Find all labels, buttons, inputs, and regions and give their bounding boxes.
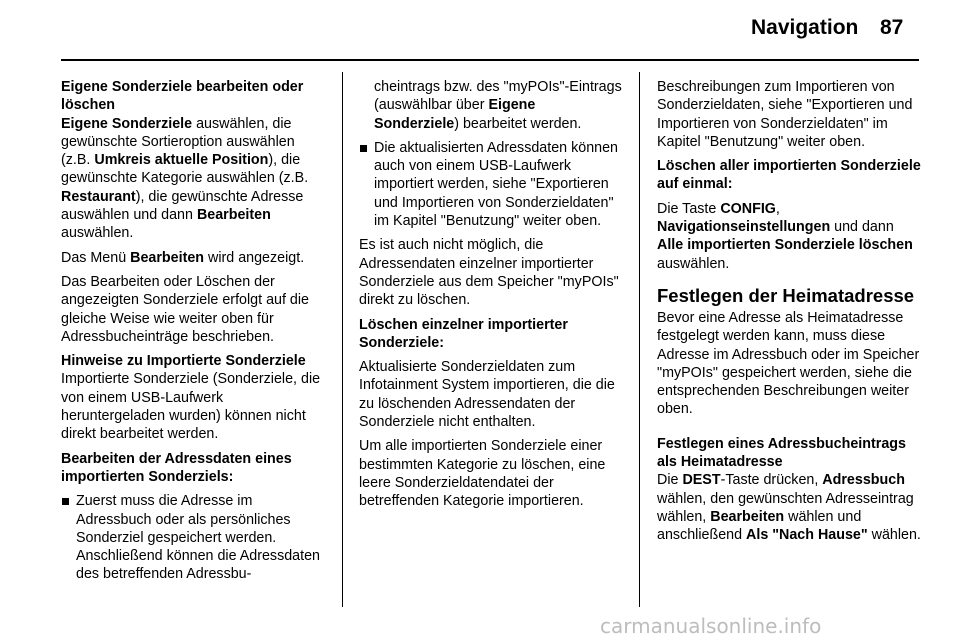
bold-term: Als "Nach Hause"	[746, 527, 868, 544]
subheading-edit-delete-pois: Eigene Sonderziele bearbeiten oder löschen	[61, 79, 304, 114]
subheading-imported-pois-notes: Hinweise zu Importierte Sonderziele	[61, 353, 306, 370]
paragraph-edit-instructions	[61, 115, 327, 243]
text-run: auswählen.	[657, 255, 730, 272]
bold-term: Alle importierten Sonderziele löschen	[657, 237, 913, 254]
bold-term: CONFIG	[720, 200, 776, 217]
column-left	[61, 78, 327, 590]
text-run: -Taste drücken,	[720, 472, 823, 489]
bullet-list	[359, 139, 623, 230]
text-run: ,	[775, 200, 780, 217]
column-right	[657, 78, 923, 551]
subheading-delete-all-imported: Löschen aller importierten Sonderziele auf einmal:	[657, 158, 921, 193]
paragraph-edit-menu	[61, 249, 327, 267]
text-run: Die	[657, 472, 683, 489]
subheading-edit-imported-address: Bearbeiten der Adressdaten eines importierten Sonderziels:	[61, 450, 292, 485]
column-divider	[342, 72, 343, 607]
text-run: Die Taste	[657, 200, 721, 217]
paragraph-edit-delete-info: Das Bearbeiten oder Löschen der angezeigten Sonderziele erfolgt auf die gleiche Weise wie weiter oben für Adressbucheinträge beschrieben.	[61, 273, 309, 345]
paragraph-import-updated-data: Aktualisierte Sonderzieldaten zum Infotainment System importieren, die die zu löschenden Adressendaten der Sonderziele nicht enthalten.	[359, 359, 615, 431]
bold-term: Restaurant	[61, 188, 136, 205]
list-item: Die aktualisierten Adressdaten können auch von einem USB-Laufwerk importiert werden, siehe "Exportieren und Importieren von Sonderzieldaten" im Kapitel "Benutzung" weiter oben.	[359, 139, 623, 230]
text-run: auswählen.	[61, 225, 134, 242]
page-number: 87	[880, 16, 904, 39]
paragraph-home-address-prereq: Bevor eine Adresse als Heimatadresse festgelegt werden kann, muss diese Adresse im Adressbuch oder im Speicher "myPOIs" gespeichert werden, siehe die entsprechenden Beschreibungen weiter oben.	[657, 309, 920, 418]
bullet-list	[61, 492, 327, 583]
list-item-continuation	[374, 78, 623, 133]
text-run: auswählen, die gewünschte Sortieroption auswählen (z.B.	[61, 115, 295, 169]
bold-term: Bearbeiten	[196, 207, 271, 224]
paragraph-delete-category: Um alle importierten Sonderziele einer bestimmten Kategorie zu löschen, eine leere Sonderzieldatendatei der betreffenden Kategorie importieren.	[359, 438, 606, 510]
text-run: ) bearbeitet werden.	[454, 115, 582, 132]
paragraph-set-home-steps	[657, 471, 923, 544]
bold-term: DEST	[682, 472, 721, 489]
text-run: Das Menü	[61, 249, 131, 266]
header-divider	[61, 59, 919, 61]
column-divider	[639, 72, 640, 607]
text-run: wählen und anschließend	[657, 508, 862, 544]
bold-term: Eigene Sonderziele	[61, 115, 193, 132]
bold-term: Adressbuch	[822, 472, 905, 489]
list-item: Zuerst muss die Adresse im Adressbuch oder als persönliches Sonderziel gespeichert werden. Anschließend können die Adressdaten des betreffenden Adressbu-	[61, 492, 327, 583]
bold-term: Bearbeiten	[710, 508, 785, 525]
subheading-set-home-from-addressbook: Festlegen eines Adressbucheintrags als Heimatadresse	[657, 435, 906, 471]
text-run: wählen, den gewünschten Adresseintrag wählen,	[657, 490, 914, 525]
paragraph-imported-pois: Importierte Sonderziele (Sonderziele, die von einem USB-Laufwerk heruntergeladen wurden) können nicht direkt bearbeitet werden.	[61, 371, 321, 443]
paragraph-no-direct-delete: Es ist auch nicht möglich, die Adressendaten einzelner importierter Sonderziele aus dem Speicher "myPOIs" direkt zu löschen.	[359, 237, 619, 309]
bold-term: Umkreis aktuelle Position	[94, 152, 269, 169]
text-run: cheintrags bzw. des "myPOIs"-Eintrags (auswählbar über	[374, 79, 622, 114]
page-header-title: Navigation	[751, 16, 859, 39]
text-run: wird angezeigt.	[204, 249, 305, 266]
text-run: wählen.	[867, 527, 921, 544]
watermark-text: carmanualsonline.info	[600, 614, 822, 638]
bold-term: Navigationseinstellungen	[657, 219, 831, 236]
section-title-home-address: Festlegen der Heimatadresse	[657, 284, 915, 306]
paragraph-delete-all-steps	[657, 200, 923, 273]
column-middle	[359, 78, 623, 517]
bold-term: Bearbeiten	[130, 249, 205, 266]
bold-term: Eigene Sonderziele	[374, 97, 536, 132]
text-run: ), die gewünschte Adresse auswählen und dann	[61, 188, 304, 224]
text-run: ), die gewünschte Kategorie auswählen (z.B.	[61, 152, 309, 187]
paragraph-import-descriptions: Beschreibungen zum Importieren von Sonderzieldaten, siehe "Exportieren und Importieren von Sonderzieldaten" im Kapitel "Benutzung" weiter oben.	[657, 79, 913, 150]
text-run: und dann	[830, 219, 894, 236]
subheading-delete-single-imported: Löschen einzelner importierter Sonderziele:	[359, 316, 568, 351]
